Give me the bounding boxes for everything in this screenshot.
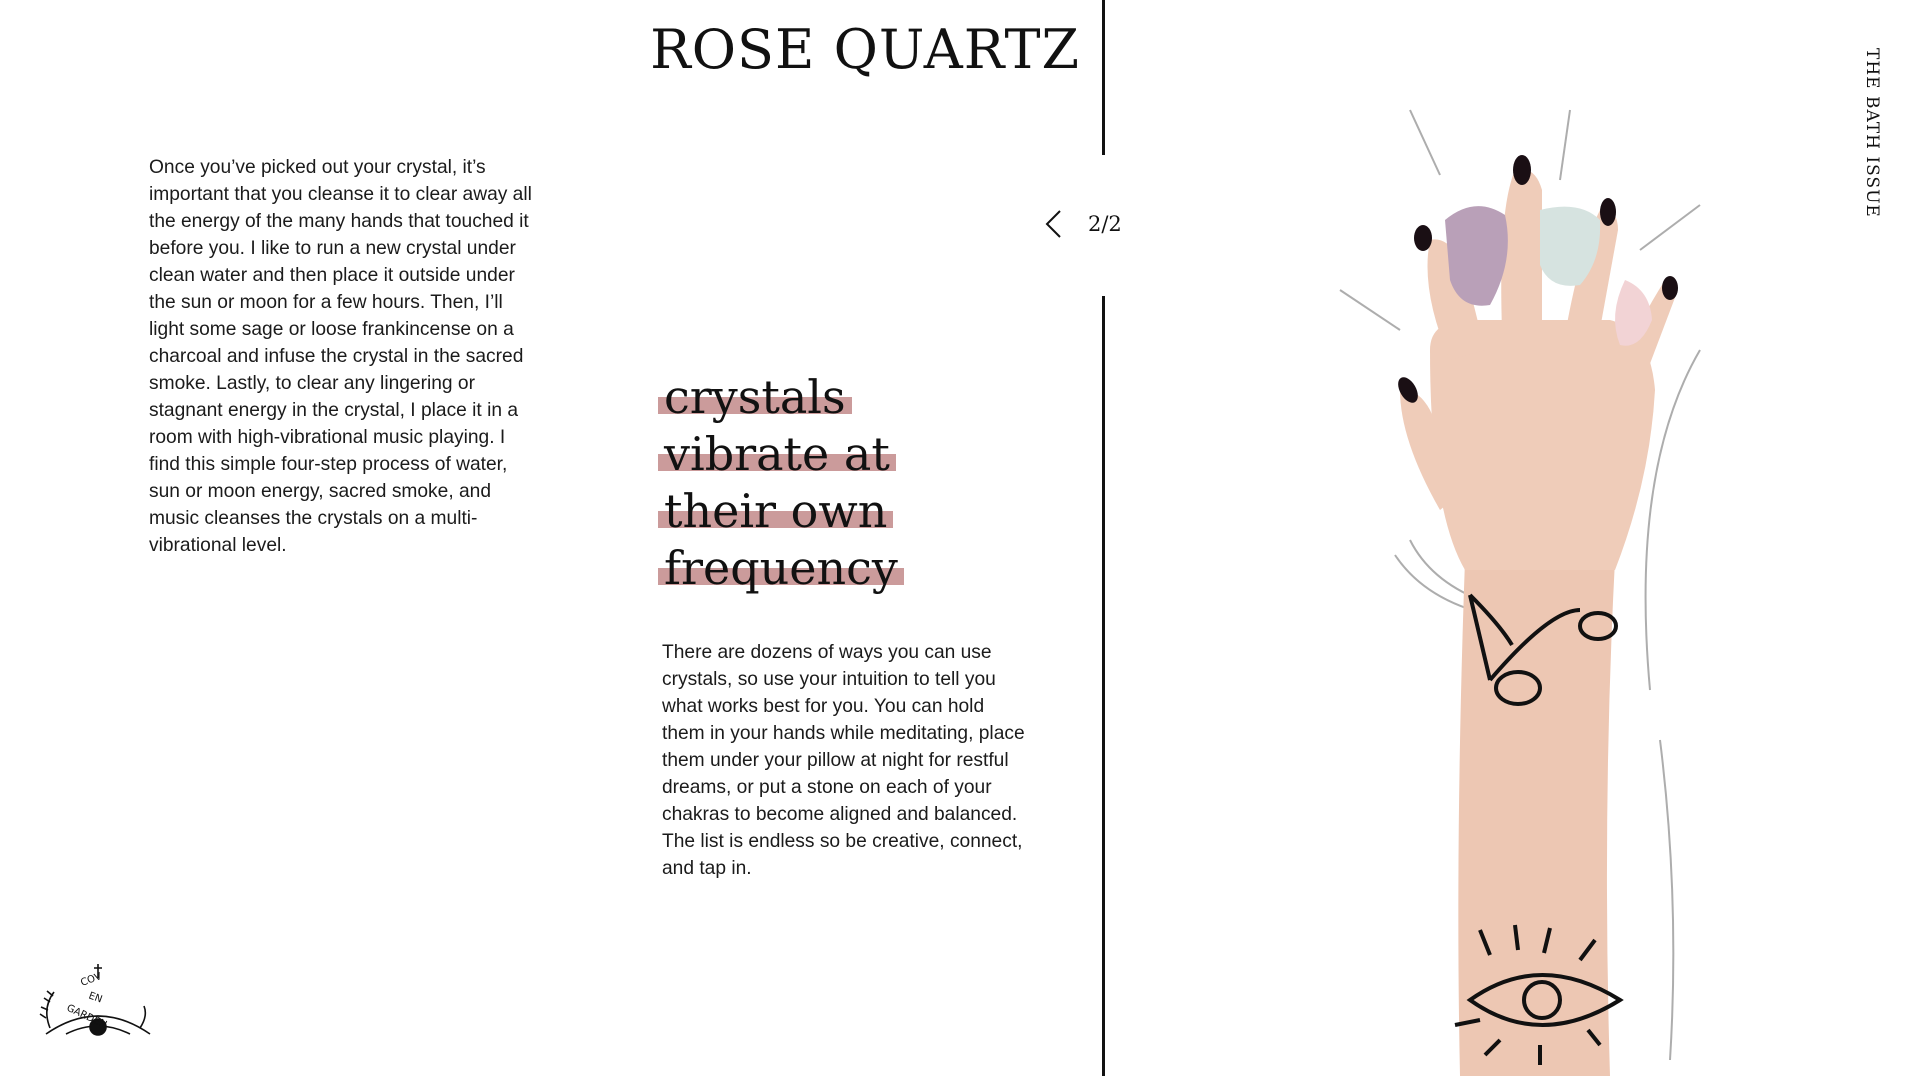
pull-quote-line: crystals: [664, 369, 852, 426]
page-indicator: 2/2: [1088, 212, 1122, 236]
coven-garden-logo[interactable]: [36, 958, 160, 1040]
issue-label: THE BATH ISSUE: [1862, 48, 1882, 218]
article-body-left: Once you’ve picked out your crystal, it’s important that you cleanse it to clear away all the energy of the many hands that touched it before you. I like to run a new crystal under clean water and then place it outside under the sun or moon for a few hours. Then, I’ll light some sage or loose frankincense on a charcoal and infuse the crystal in the sacred smoke. Lastly, to clear any lingering or stagnant energy in the crystal, I place it in a room with high-vibrational music playing. I find this simple four-step process of water, sun or moon energy, sacred smoke, and music cleanses the crystals on a multi-vibrational level.: [149, 157, 532, 556]
svg-text:GARDEN: GARDEN: [64, 1002, 109, 1031]
pull-quote-line: their own: [664, 483, 893, 540]
pull-quote-line: frequency: [664, 540, 904, 597]
article-body-right: There are dozens of ways you can use crystals, so use your intuition to tell you what works best for you. You can hold them in your hands while meditating, place them under your pillow at night for restful dreams, or put a stone on each of your chakras to become aligned and balanced. The list is endless so be creative, connect, and tap in.: [662, 642, 1025, 879]
pagination: [1044, 206, 1122, 242]
svg-text:COV: COV: [79, 971, 104, 989]
chevron-left-icon[interactable]: [1044, 206, 1072, 242]
svg-text:EN: EN: [86, 990, 104, 1006]
pull-quote: [664, 369, 964, 597]
vertical-divider-top: [1102, 0, 1105, 155]
pull-quote-line: vibrate at: [664, 426, 896, 483]
page-title: ROSE QUARTZ: [650, 18, 1080, 81]
hand-crystals-photo: [1280, 90, 1740, 1076]
vertical-divider-bottom: [1102, 296, 1105, 1076]
